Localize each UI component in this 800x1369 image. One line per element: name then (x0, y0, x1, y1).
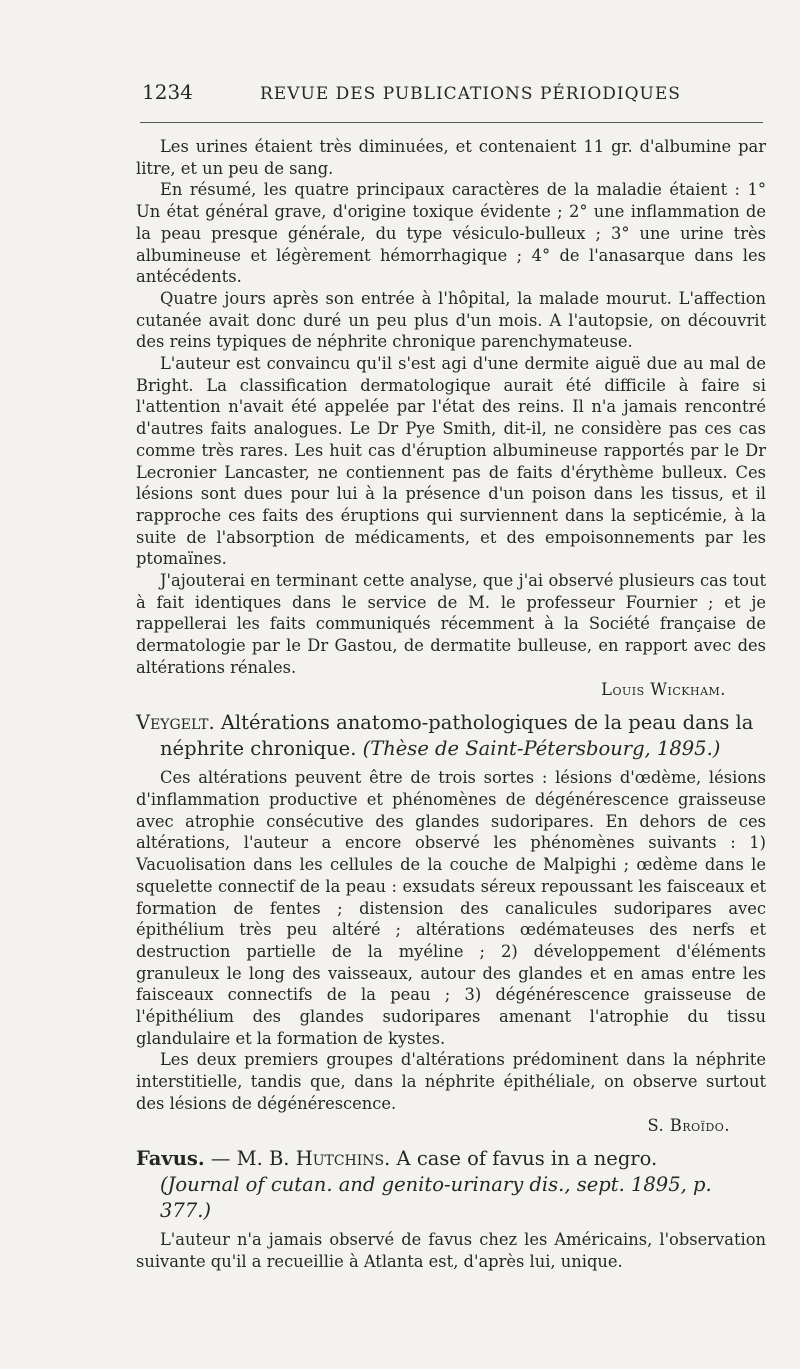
article1-signature-line (136, 679, 766, 701)
article3-paragraph-1: L'auteur n'a jamais observé de favus chez les Américains, l'observation suivante qu'il a recueillie à Atlanta est, d'après lui, unique. (136, 1230, 766, 1271)
article1-paragraph-3: Quatre jours après son entrée à l'hôpital, la malade mourut. L'affection cutanée avait donc duré un peu plus d'un mois. A l'autopsie, on découvrit des reins typiques de néphrite chronique parenchymateuse. (136, 288, 766, 352)
article3-heading (136, 1146, 766, 1224)
article2-source: (Thèse de Saint-Pétersbourg, 1895.) (362, 737, 721, 761)
article2-author: Veygelt. (136, 711, 215, 735)
page-body (136, 136, 766, 1273)
article2-signature-line (136, 1115, 766, 1137)
article3-dash: — (210, 1147, 231, 1171)
article2-paragraph-1: Ces altérations peuvent être de trois sortes : lésions d'œdème, lésions d'inflammation productive et phénomènes de dégénérescence graisseuse avec atrophie consécutive des glandes sudoripares. En dehors de ces altérations, l'auteur a encore observé les phénomènes suivants : 1) Vacuolisation dans les cellules de la couche de Malpighi ; œdème dans le squelette connectif de la peau : exsudats séreux repoussant les faisceaux et formation de fentes ; distension des canalicules sudoripares avec épithélium très peu altéré ; altérations œdémateuses des nerfs et destruction partielle de la myéline ; 2) développement d'éléments granuleux le long des vaisseaux, autour des glandes et en amas entre les faisceaux connectifs de la peau ; 3) dégénérescence graisseuse de l'épithélium des glandes sudoripares amenant l'atrophie du tissu glandulaire et la formation de kystes. (136, 768, 766, 1048)
article1-paragraph-5: J'ajouterai en terminant cette analyse, que j'ai observé plusieurs cas tout à fait identiques dans le service de M. le professeur Fournier ; et je rappellerai les faits communiqués récemment à la Société française de dermatologie par le Dr Gastou, de dermatite bulleuse, en rapport avec des altérations rénales. (136, 571, 766, 677)
article1-signature: Louis Wickham. (601, 679, 726, 699)
article1-paragraph-1: Les urines étaient très diminuées, et contenaient 11 gr. d'albumine par litre, et un peu de sang. (136, 137, 766, 178)
article3-source: (Journal of cutan. and genito-urinary dis., sept. 1895, p. 377.) (160, 1173, 712, 1223)
article3-rubric: Favus. (136, 1147, 205, 1171)
article2-heading (136, 710, 766, 762)
article1-paragraph-2: En résumé, les quatre principaux caractères de la maladie étaient : 1° Un état général grave, d'origine toxique évidente ; 2° une inflammation de la peau presque générale, du type vésiculo-bulleux ; 3° une urine très albumineuse et légèrement hémorrhagique ; 4° de l'anasarque dans les antécédents. (136, 180, 766, 287)
article2-title-cont: néphrite chronique. (160, 737, 357, 761)
article3-title: A case of favus in a negro. (396, 1147, 658, 1171)
running-title: REVUE DES PUBLICATIONS PÉRIODIQUES (260, 84, 681, 104)
page-number: 1234 (142, 80, 193, 104)
article2-paragraph-2: Les deux premiers groupes d'altérations prédominent dans la néphrite interstitielle, tandis que, dans la néphrite épithéliale, on observe surtout des lésions de dégénérescence. (136, 1050, 766, 1113)
header-rule (140, 122, 763, 123)
article3-author: M. B. Hutchins. (236, 1147, 391, 1171)
running-header (136, 80, 766, 106)
article2-signature: S. Broïdo. (647, 1115, 730, 1135)
article1-paragraph-4: L'auteur est convaincu qu'il s'est agi d'une dermite aiguë due au mal de Bright. La classification dermatologique aurait été difficile à faire si l'attention n'avait été appelée par l'état des reins. Il n'a jamais rencontré d'autres faits analogues. Le Dr Pye Smith, dit-il, ne considère pas ces cas comme très rares. Les huit cas d'éruption albumineuse rapportés par le Dr Lecronier Lancaster, ne contiennent pas de faits d'érythème bulleux. Ces lésions sont dues pour lui à la présence d'un poison dans les tissus, et il rapproche ces faits des éruptions qui surviennent dans la septicémie, à la suite de l'absorption de médicaments, et des empoisonnements par les ptomaïnes. (136, 354, 766, 569)
article2-title-main: Altérations anatomo-pathologiques de la peau dans la (220, 711, 754, 735)
